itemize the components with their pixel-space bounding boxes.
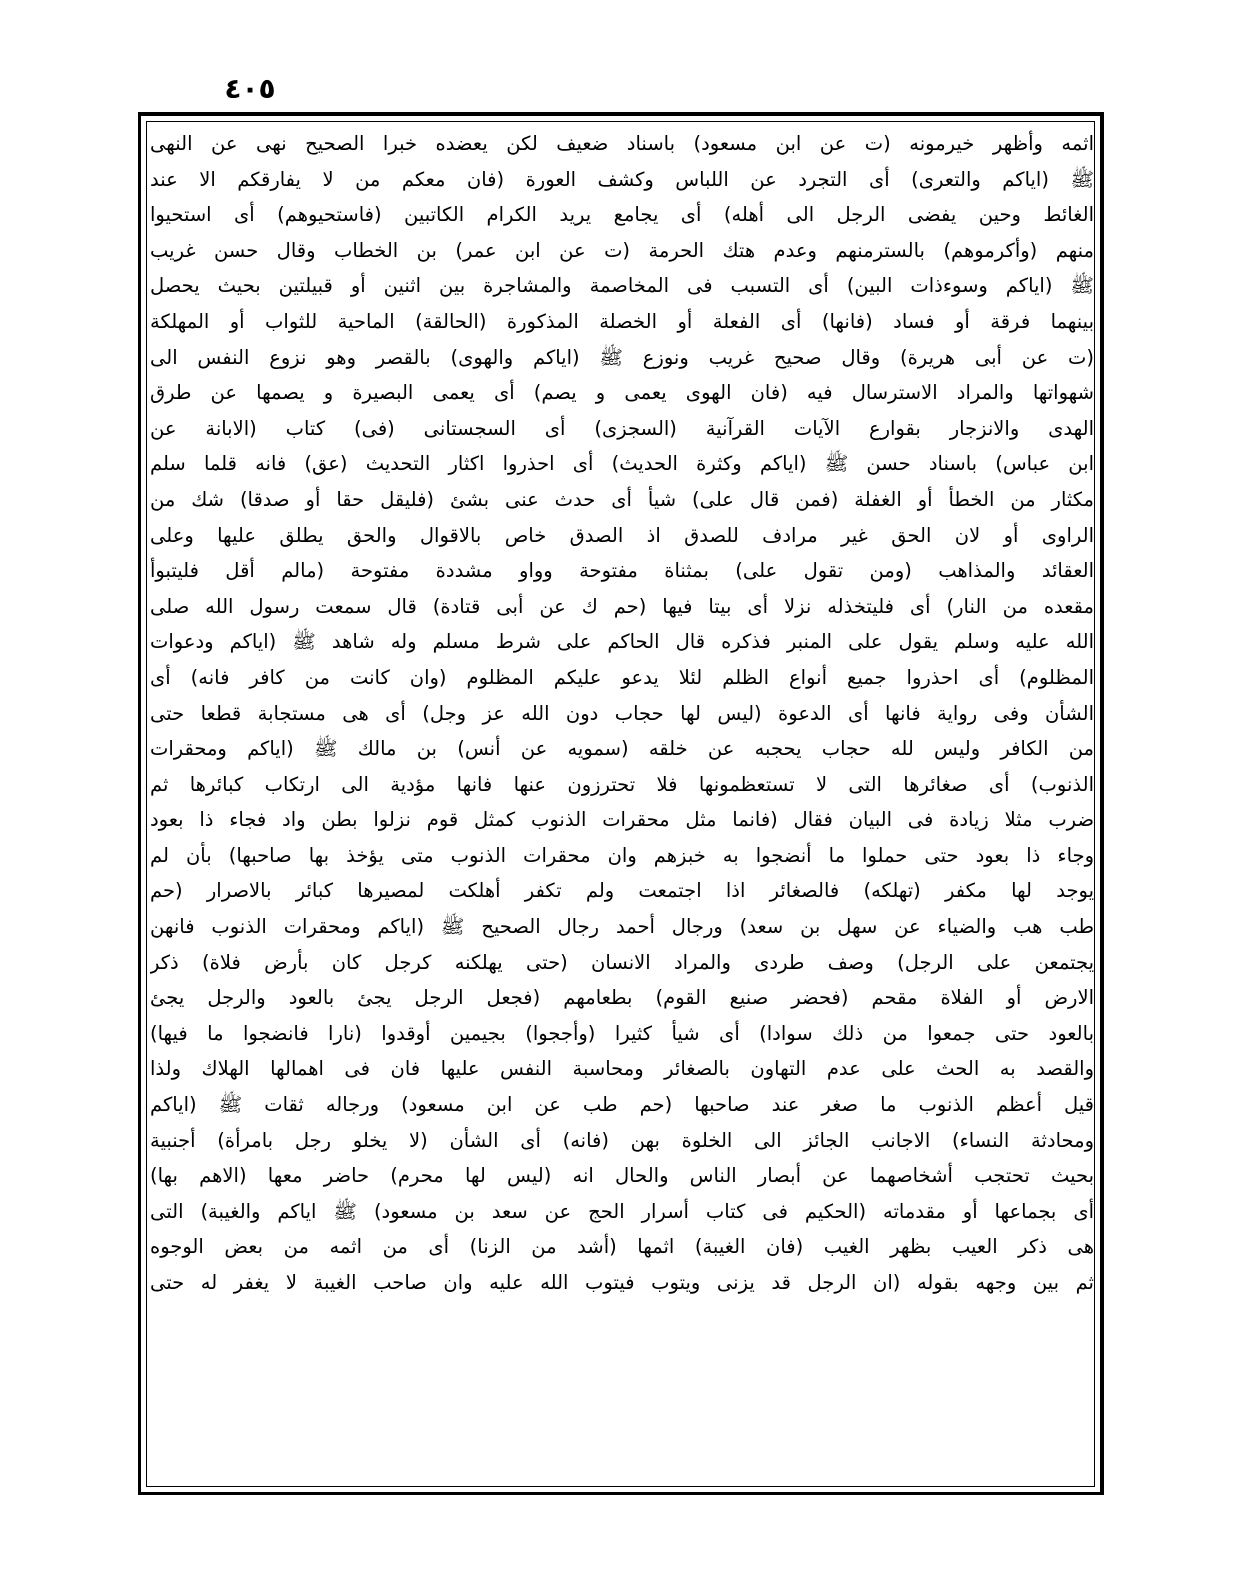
text-line: مقعده من النار) أى فليتخذله نزلا أى بيتا فيها (حم ك عن أبى قتادة) قال سمعت رسول الله صلى: [150, 594, 1094, 618]
text-line: وجاء ذا بعود حتى حملوا ما أنضجوا به خبزهم وان محقرات الذنوب متى يؤخذ بها صاحبها) بأن لم: [150, 843, 1094, 867]
text-line: أى بجماعها أو مقدماته (الحكيم فى كتاب أسرار الحج عن سعد بن مسعود) ﷺ اياكم والغيبة) التى: [150, 1199, 1094, 1223]
text-line: الغائط وحين يفضى الرجل الى أهله) أى يجامع يريد الكرام الكاتبين (فاستحيوهم) أى استحيوا: [150, 203, 1094, 227]
text-line: قيل أعظم الذنوب ما صغر عند صاحبها (حم طب عن ابن مسعود) ورجاله ثقات ﷺ (اياكم: [150, 1093, 1094, 1117]
text-line: [150, 1407, 1094, 1443]
text-line: والقصد به الحث على عدم التهاون بالصغائر ومحاسبة النفس عليها فان فى اهمالها الهلاك ولذا: [150, 1057, 1094, 1081]
text-line: طب هب والضياء عن سهل بن سعد) ورجال أحمد رجال الصحيح ﷺ (اياكم ومحقرات الذنوب فانهن: [150, 915, 1094, 939]
body-text: [150, 126, 1094, 1443]
text-line: الله عليه وسلم يقول على المنبر فذكره قال الحاكم على شرط مسلم وله شاهد ﷺ (اياكم ودعوات: [150, 630, 1094, 654]
text-line: اثمه وأظهر خيرمونه (ت عن ابن مسعود) باسناد ضعيف لكن يعضده خبرا الصحيح نهى عن النهى: [150, 132, 1094, 155]
text-line: [150, 1301, 1094, 1337]
text-line: يوجد لها مكفر (تهلكه) فالصغائر اذا اجتمعت ولم تكفر أهلكت لمصيرها كبائر بالاصرار (حم: [150, 879, 1094, 903]
text-line: مكثار من الخطأ أو الغفلة (فمن قال على) شيأ أى حدث عنى بشئ (فليقل حقا أو صدقا) شك من: [150, 487, 1094, 511]
text-line: شهواتها والمراد الاسترسال فيه (فان الهوى يعمى و يصم) أى يعمى البصيرة و يصمها عن طرق: [150, 381, 1094, 405]
text-line: الهدى والانزجار بقوارع الآيات القرآنية (السجزى) أى السجستانى (فى) كتاب (الابانة عن: [150, 416, 1094, 440]
text-line: ثم بين وجهه بقوله (ان الرجل قد يزنى ويتوب فيتوب الله عليه وان صاحب الغيبة لا يغفر له حتى: [150, 1271, 1094, 1294]
page-number: ٤٠٥: [224, 72, 276, 105]
text-line: يجتمعن على الرجل) وصف طردى والمراد الانسان (حتى يهلكنه كرجل كان بأرض فلاة) ذكر: [150, 950, 1094, 974]
text-line: من الكافر وليس لله حجاب يحجبه عن خلقه (سمويه عن أنس) بن مالك ﷺ (اياكم ومحقرات: [150, 737, 1094, 761]
text-line: الراوى أو لان الحق غير مرادف للصدق اذ الصدق خاص بالاقوال والحق يطلق عليها وعلى: [150, 523, 1094, 547]
text-line: ﷺ (اياكم والتعرى) أى التجرد عن اللباس وكشف العورة (فان معكم من لا يفارقكم الا عند: [150, 167, 1094, 191]
text-line: بحيث تحتجب أشخاصهما عن أبصار الناس والحال انه (ليس لها محرم) حاضر معها (الاهم بها): [150, 1164, 1094, 1188]
text-line: هى ذكر العيب بظهر الغيب (فان الغيبة) اثمها (أشد من الزنا) أى من اثمه من بعض الوجوه: [150, 1235, 1094, 1259]
text-line: منهم (وأكرموهم) بالسترمنهم وعدم هتك الحرمة (ت عن ابن عمر) بن الخطاب وقال حسن غريب: [150, 238, 1094, 262]
text-line: ومحادثة النساء) الاجانب الجائز الى الخلوة بهن (فانه) أى الشأن (لا يخلو رجل بامرأة) أجنبية: [150, 1128, 1094, 1152]
text-line: العقائد والمذاهب (ومن تقول على) بمثناة مفتوحة وواو مشددة مفتوحة (مالم أقل فليتبوأ: [150, 559, 1094, 583]
text-line: الذنوب) أى صغائرها التى لا تستعظمونها فلا تحترزون عنها فانها مؤدية الى ارتكاب كبائرها ثم: [150, 772, 1094, 796]
text-line: [150, 1372, 1094, 1408]
text-line: بينهما فرقة أو فساد (فانها) أى الفعلة أو الخصلة المذكورة (الحالقة) الماحية للثواب أو المهلكة: [150, 309, 1094, 333]
text-line: بالعود حتى جمعوا من ذلك سوادا) أى شيأ كثيرا (وأججوا) بجيمين أوقدوا (نارا فانضجوا ما فيها): [150, 1021, 1094, 1045]
text-line: ضرب مثلا زيادة فى البيان فقال (فانما مثل محقرات الذنوب كمثل قوم نزلوا بطن واد فجاء ذا بعود: [150, 808, 1094, 832]
text-line: (ت عن أبى هريرة) وقال صحيح غريب ونوزع ﷺ (اياكم والهوى) بالقصر وهو نزوع النفس الى: [150, 345, 1094, 369]
text-line: [150, 1336, 1094, 1372]
text-line: المظلوم) أى احذروا جميع أنواع الظلم لئلا يدعو عليكم المظلوم (وان كانت من كافر فانه) أى: [150, 665, 1094, 689]
text-line: الشأن وفى رواية فانها أى الدعوة (ليس لها حجاب دون الله عز وجل) أى هى مستجابة قطعا حتى: [150, 701, 1094, 725]
text-line: الارض أو الفلاة مقحم (فحضر صنيع القوم) بطعامهم (فجعل الرجل يجئ بالعود والرجل يجئ: [150, 986, 1094, 1010]
text-line: ابن عباس) باسناد حسن ﷺ (اياكم وكثرة الحديث) أى احذروا اكثار التحديث (عق) فانه قلما سلم: [150, 452, 1094, 476]
text-line: ﷺ (اياكم وسوءذات البين) أى التسبب فى المخاصمة والمشاجرة بين اثنين أو قبيلتين بحيث يحصل: [150, 274, 1094, 298]
